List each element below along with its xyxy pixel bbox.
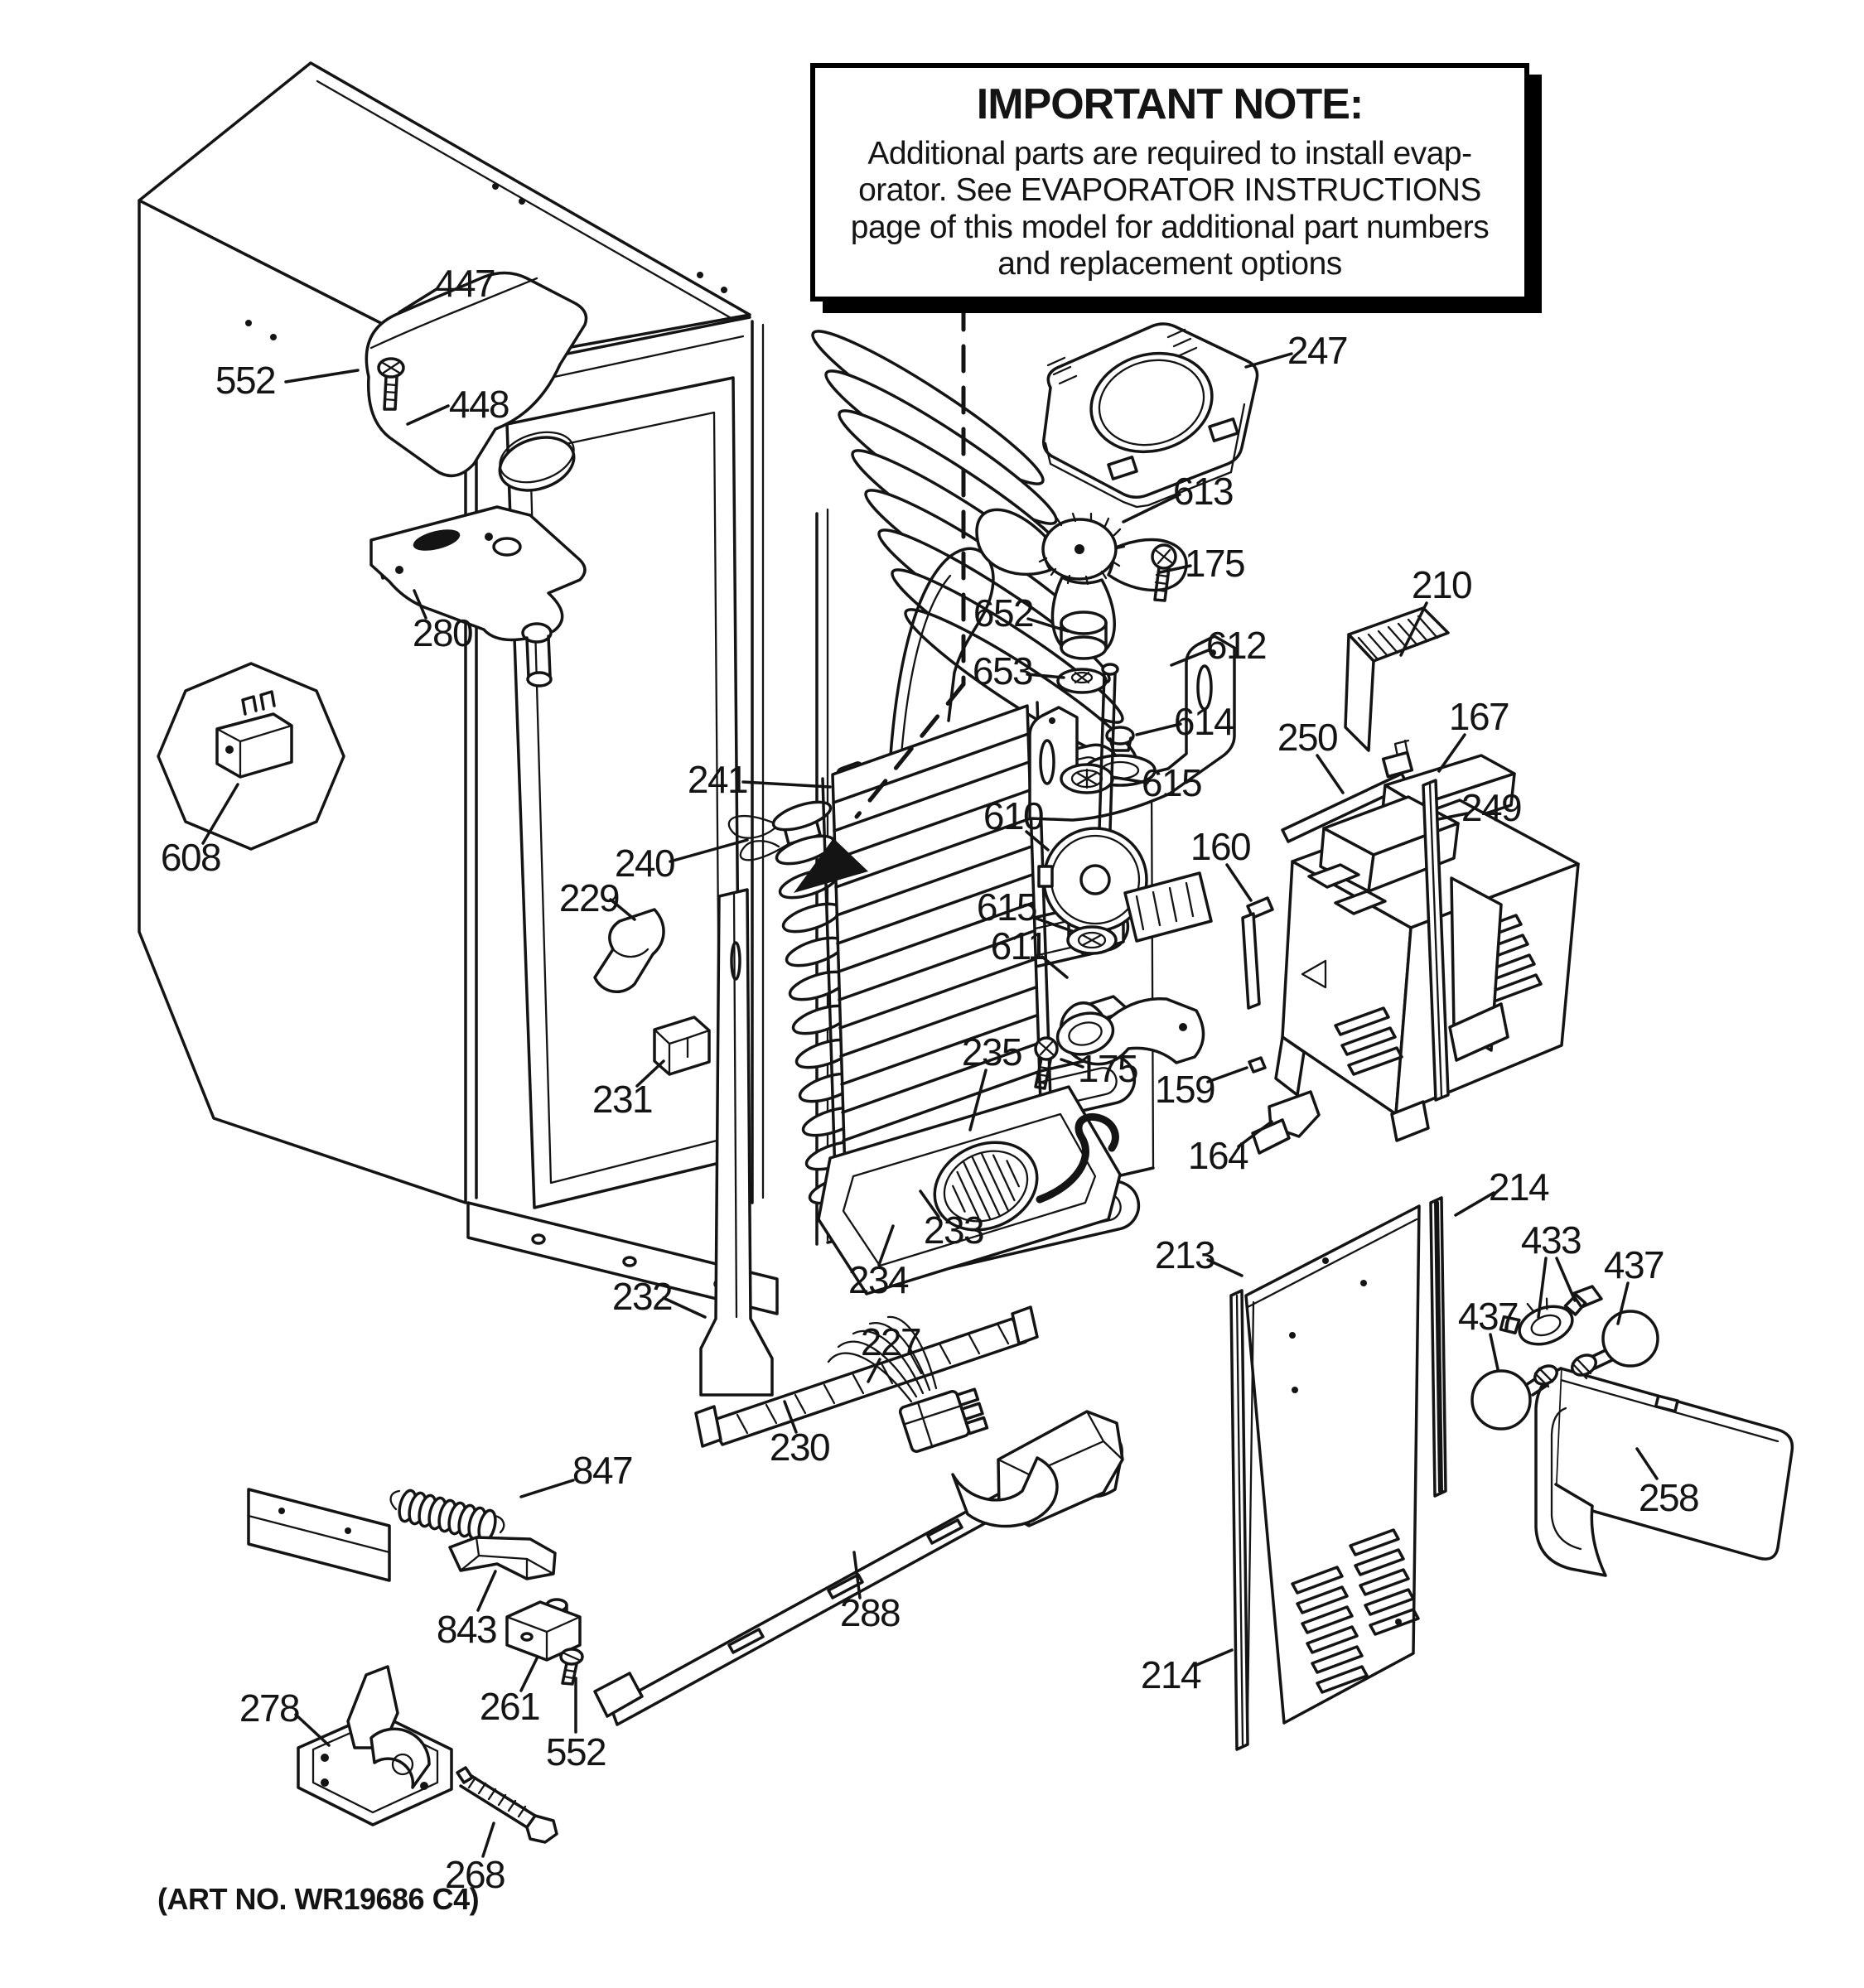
part-label-227: 227 <box>860 1320 921 1363</box>
part-label-615-lower: 615 <box>976 885 1037 929</box>
important-note-box <box>810 63 1529 302</box>
part-label-653: 653 <box>972 649 1033 692</box>
leader-line-433 <box>1557 1258 1575 1300</box>
part-label-847: 847 <box>572 1449 633 1492</box>
part-210-cover <box>1345 608 1448 750</box>
note-line: orator. See EVAPORATOR INSTRUCTIONS <box>858 172 1481 209</box>
note-line: and replacement options <box>997 246 1342 282</box>
part-label-608: 608 <box>160 836 221 879</box>
part-label-250: 250 <box>1277 716 1338 759</box>
part-label-552-top: 552 <box>215 359 276 402</box>
part-847-spring <box>391 1489 505 1542</box>
part-label-652: 652 <box>973 591 1034 635</box>
rail-288-drawing <box>595 1411 1123 1725</box>
part-label-231: 231 <box>592 1078 653 1121</box>
part-label-247: 247 <box>1287 329 1348 372</box>
part-label-278: 278 <box>239 1686 300 1730</box>
part-label-268: 268 <box>444 1853 505 1896</box>
part-437-bulb-right <box>1569 1311 1658 1379</box>
back-panel-drawing <box>1231 1198 1446 1749</box>
part-label-214-top: 214 <box>1488 1165 1549 1209</box>
part-label-261: 261 <box>479 1685 540 1728</box>
part-label-233: 233 <box>923 1209 984 1252</box>
part-label-612: 612 <box>1205 624 1267 667</box>
part-615-grommet-upper <box>1061 765 1113 793</box>
part-278-hinge <box>298 1667 452 1825</box>
leader-line-847 <box>521 1480 573 1497</box>
part-label-613: 613 <box>1172 470 1234 513</box>
part-label-258: 258 <box>1638 1476 1699 1519</box>
part-label-232: 232 <box>611 1275 673 1318</box>
part-label-611: 611 <box>990 924 1048 967</box>
leader-line-250 <box>1317 755 1343 793</box>
leader-line-437-left <box>1490 1334 1498 1369</box>
part-label-164: 164 <box>1187 1134 1248 1177</box>
part-label-433: 433 <box>1520 1218 1582 1262</box>
part-label-213: 213 <box>1154 1233 1215 1276</box>
part-258-shield <box>1536 1368 1792 1575</box>
part-label-235: 235 <box>961 1030 1022 1074</box>
part-653-washer <box>1058 669 1106 692</box>
part-label-437-left: 437 <box>1457 1295 1519 1338</box>
part-268-bolt <box>457 1768 557 1842</box>
part-label-167: 167 <box>1448 695 1509 738</box>
part-231-clip <box>654 1017 709 1074</box>
note-line: Additional parts are required to install evap- <box>867 136 1472 171</box>
part-label-610: 610 <box>983 794 1044 837</box>
part-label-214-bottom: 214 <box>1140 1653 1201 1696</box>
part-label-160: 160 <box>1190 825 1251 868</box>
part-label-552-bottom: 552 <box>545 1730 606 1773</box>
leader-line-268 <box>483 1823 494 1856</box>
art-number: (ART NO. WR19686 C4) <box>157 1882 480 1916</box>
part-label-448: 448 <box>448 383 509 426</box>
part-label-175-fan: 175 <box>1184 542 1245 585</box>
part-label-230: 230 <box>769 1426 830 1469</box>
part-label-437-right: 437 <box>1603 1243 1664 1286</box>
part-label-175-motor: 175 <box>1077 1047 1138 1090</box>
part-label-240: 240 <box>614 842 675 885</box>
light-assembly-drawing <box>1472 1285 1792 1575</box>
part-label-159: 159 <box>1154 1068 1215 1111</box>
part-label-210: 210 <box>1411 563 1472 606</box>
note-title: IMPORTANT NOTE: <box>976 80 1364 128</box>
part-label-614: 614 <box>1173 700 1234 743</box>
leader-line-160 <box>1227 865 1251 900</box>
part-label-843: 843 <box>436 1608 497 1651</box>
note-line: page of this model for additional part numbers <box>850 209 1490 245</box>
part-label-241: 241 <box>687 758 748 801</box>
part-label-249: 249 <box>1461 786 1522 829</box>
part-159-clip <box>1249 1058 1265 1072</box>
part-label-229: 229 <box>558 876 620 919</box>
part-label-288: 288 <box>839 1591 901 1634</box>
leader-line-247 <box>1246 354 1292 367</box>
part-label-280: 280 <box>412 611 473 654</box>
part-552-screw-bottom <box>561 1649 582 1684</box>
part-label-447: 447 <box>434 262 495 305</box>
leader-line-613 <box>1123 495 1180 522</box>
part-label-234: 234 <box>847 1258 909 1301</box>
part-label-615-upper: 615 <box>1141 761 1202 804</box>
icemaker-drawing <box>1243 608 1578 1153</box>
leader-line-843 <box>478 1571 495 1610</box>
part-615-grommet-lower <box>1068 927 1116 953</box>
